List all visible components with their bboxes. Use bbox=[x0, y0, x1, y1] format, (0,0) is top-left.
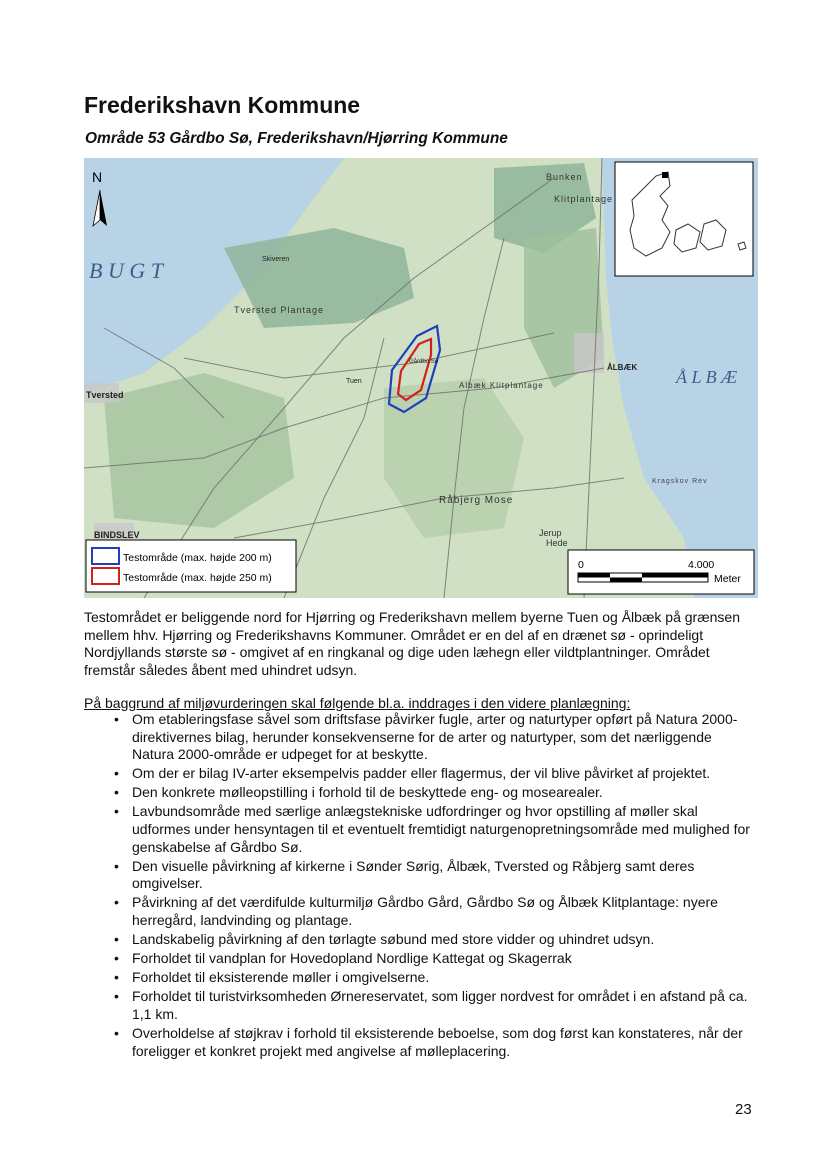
page-title: Frederikshavn Kommune bbox=[84, 92, 361, 118]
map-label-bindslev: BINDSLEV bbox=[94, 530, 140, 540]
map-label-tversted: Tversted bbox=[86, 390, 124, 400]
scale-end: 4.000 bbox=[688, 559, 715, 571]
list-item: • Den visuelle påvirkning af kirkerne i Sønder Sørig, Ålbæk, Tversted og Råbjerg samt deres omgivelser. bbox=[84, 858, 756, 893]
map-label-skiveren: Skiveren bbox=[262, 256, 290, 263]
map-town-albaek bbox=[574, 333, 604, 373]
map-scale-bar bbox=[568, 550, 754, 594]
map-label-hede: Hede bbox=[546, 538, 568, 548]
planning-list-heading: På baggrund af miljøvurderingen skal følgende bl.a. inddrages i den videre planlægning: bbox=[84, 695, 631, 711]
map-label-albaek-town: ÅLBÆK bbox=[607, 363, 638, 372]
map-label-tuen: Tuen bbox=[346, 378, 362, 385]
scale-unit: Meter bbox=[714, 573, 741, 585]
planning-bullet-list bbox=[84, 711, 756, 1062]
list-item: • Forholdet til turistvirksomheden Ørnereservatet, som ligger nordvest for området i en afstand på ca. 1,1 km. bbox=[84, 988, 756, 1023]
map-label-bunken: Bunken bbox=[546, 172, 583, 182]
list-item: • Forholdet til vandplan for Hovedopland Nordlige Kattegat og Skagerrak bbox=[84, 950, 756, 968]
inset-denmark-map bbox=[615, 162, 753, 276]
map-label-bugt: B U G T bbox=[89, 258, 163, 283]
scale-start: 0 bbox=[578, 559, 584, 571]
map-label-tversted-plantage: Tversted Plantage bbox=[234, 305, 325, 315]
list-item: • Forholdet til eksisterende møller i omgivelserne. bbox=[84, 969, 756, 987]
list-item: • Lavbundsområde med særlige anlægstekniske udfordringer og hvor opstilling af møller skal udformes under hensyntagen til et eventuelt fremtidigt naturgenopretningsområde med mulighed for genskabelse af Gårdbo Sø. bbox=[84, 803, 756, 856]
list-item: • Den konkrete mølleopstilling i forhold til de beskyttede eng- og mosearealer. bbox=[84, 784, 756, 802]
map-label-klitplantage: Klitplantage bbox=[554, 194, 614, 204]
map-label-raabjerg-mose: Råbjerg Mose bbox=[439, 495, 514, 506]
list-item: • Om der er bilag IV-arter eksempelvis padder eller flagermus, der vil blive påvirket af projektet. bbox=[84, 765, 756, 783]
area-map bbox=[84, 158, 758, 598]
intro-paragraph: Testområdet er beliggende nord for Hjørring og Frederikshavn mellem byerne Tuen og Ålbæk på grænsen mellem hhv. Hjørring og Frederikshavns Kommuner. Området er en del af en drænet sø - oprindeligt Nordjyllands største sø - omgivet af en ringkanal og dige uden læhegn eller vildtplantninger. Området fremstår således åbent med uhindret udsyn. bbox=[84, 609, 741, 678]
area-subtitle: Område 53 Gårdbo Sø, Frederikshavn/Hjørring Kommune bbox=[85, 130, 508, 147]
legend-label-200: Testområde (max. højde 200 m) bbox=[123, 552, 272, 564]
legend-label-250: Testområde (max. højde 250 m) bbox=[123, 572, 272, 584]
map-label-albaek-sea: Å L B Æ bbox=[676, 367, 738, 387]
page-number: 23 bbox=[735, 1101, 752, 1118]
map-label-jerup: Jerup bbox=[539, 528, 562, 538]
list-item: • Overholdelse af støjkrav i forhold til eksisterende beboelse, som dog først kan konstateres, når der foreligger et konkret projekt med angivelse af mølleplacering. bbox=[84, 1025, 756, 1060]
list-item: • Påvirkning af det værdifulde kulturmiljø Gårdbo Gård, Gårdbo Sø og Ålbæk Klitplantage: nyere herregård, landvinding og plantage. bbox=[84, 894, 756, 929]
map-label-kragskov: Kragskov Rev bbox=[652, 478, 708, 485]
list-item: • Landskabelig påvirkning af den tørlagte søbund med store vidder og uhindret udsyn. bbox=[84, 931, 756, 949]
map-legend bbox=[86, 540, 296, 592]
map-label-albaek-klitplantage: Albæk Klitplantage bbox=[459, 381, 544, 390]
list-item: • Om etableringsfase såvel som driftsfase påvirker fugle, arter og naturtyper opført på Natura 2000-direktivernes bilag, herunder konsekvenserne for de arter og naturtyper, som det nærliggende Natura 2000-område er udpeget for at beskytte. bbox=[84, 711, 756, 764]
map-label-gaardbo: Gårdbo Sø bbox=[409, 359, 439, 365]
north-arrow-label: N bbox=[92, 169, 103, 185]
